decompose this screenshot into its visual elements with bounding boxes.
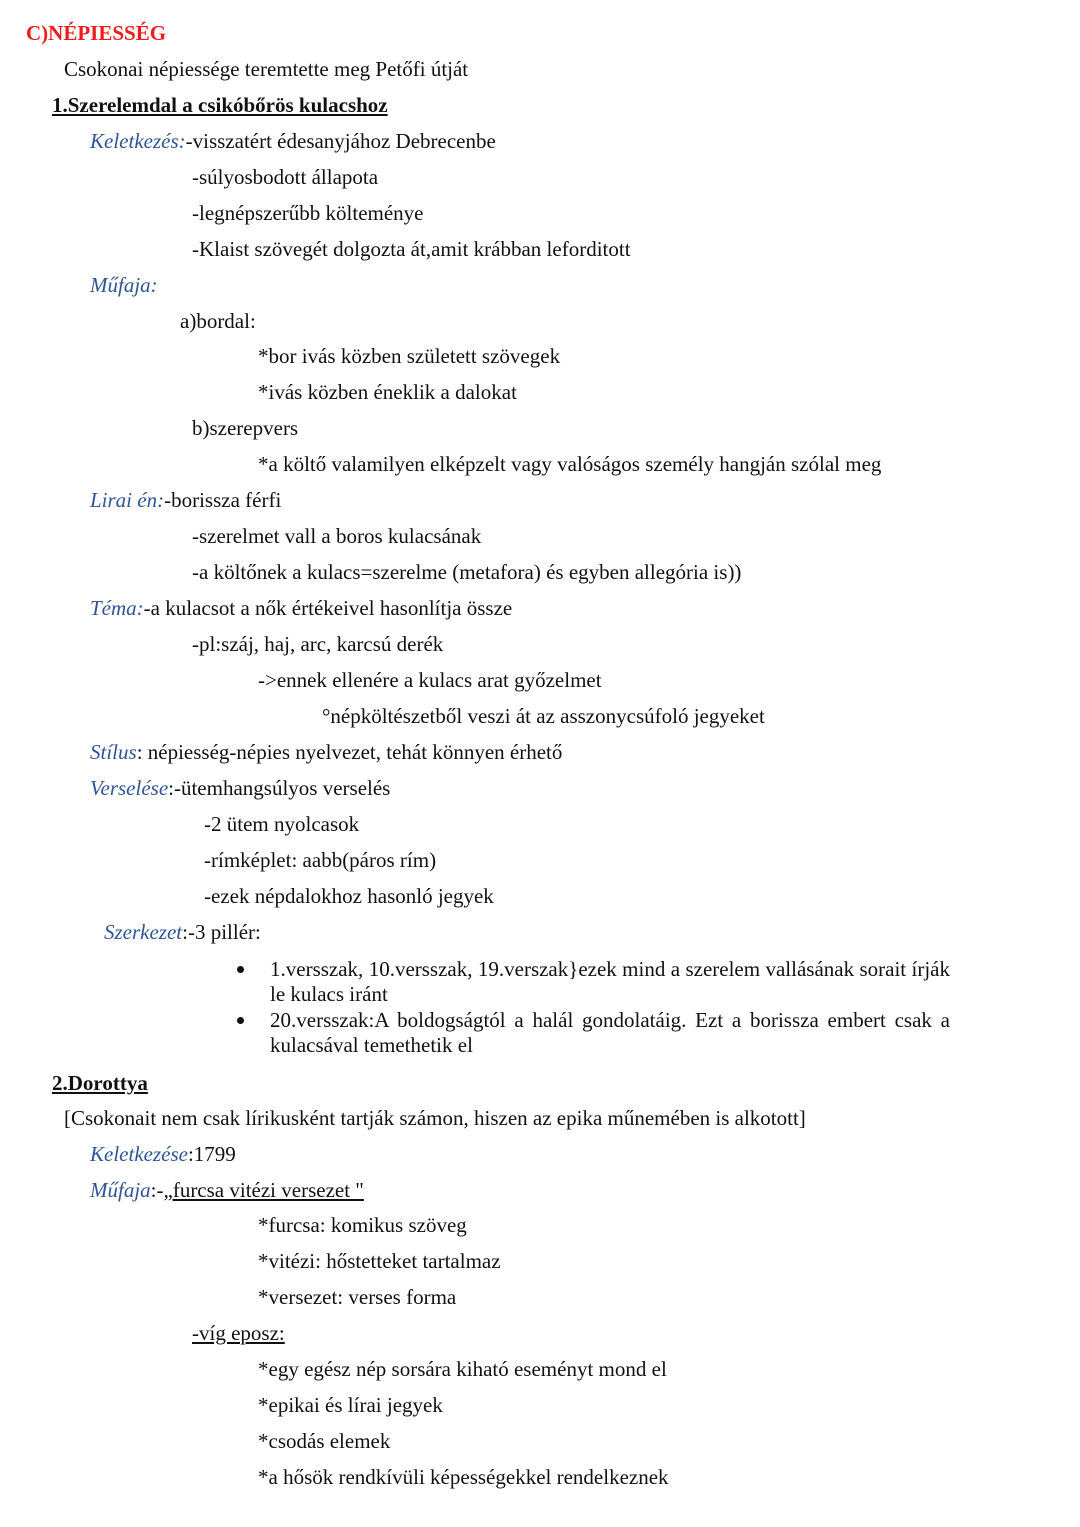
bordal-item: *bor ivás közben született szövegek (258, 344, 561, 368)
bullet-dot-icon (237, 1017, 244, 1024)
bullet-dot-icon (237, 966, 244, 973)
lirai-item: -a költőnek a kulacs=szerelme (metafora) és egyben allegória is)) (192, 560, 742, 584)
keletkezes-item: -legnépszerűbb költeménye (192, 201, 424, 225)
szerkezet-row (104, 919, 261, 945)
bordal-item: *ivás közben éneklik a dalokat (258, 380, 517, 404)
poem1-heading: 1.Szerelemdal a csikóbőrös kulacshoz (52, 93, 388, 117)
mufaja-item: *furcsa: komikus szöveg (258, 1213, 467, 1237)
lirai-item: -szerelmet vall a boros kulacsának (192, 524, 482, 548)
keletkezes-item: -súlyosbodott állapota (192, 165, 379, 189)
verselese-item: -ezek népdalokhoz hasonló jegyek (204, 884, 494, 908)
vig-item: *epikai és lírai jegyek (258, 1393, 443, 1417)
verselese-item: -rímképlet: aabb(páros rím) (204, 848, 437, 872)
mufaja-item: *versezet: verses forma (258, 1285, 457, 1309)
vig-item: *a hősök rendkívüli képességekkel rendelkeznek (258, 1465, 669, 1489)
szerkezet-text: :-3 pillér: (182, 920, 261, 944)
tema-label: Téma: (90, 596, 144, 620)
mufaja-label: Műfaja: (90, 273, 158, 297)
stilus-row (90, 739, 562, 765)
poem2-mufaja-row (90, 1177, 364, 1203)
vig-eposz-label: -víg eposz: (192, 1321, 285, 1345)
szerepvers-label: b)szerepvers (192, 416, 299, 440)
verselese-label: Verselése (90, 776, 169, 800)
list-item: 20.versszak:A boldogságtól a halál gondolatáig. Ezt a borissza embert csak a kulacsával temethetik el (270, 1008, 950, 1057)
lirai-label: Lirai én: (90, 488, 165, 512)
poem2-heading: 2.Dorottya (52, 1071, 148, 1095)
vig-item: *egy egész nép sorsára kiható eseményt mond el (258, 1357, 667, 1381)
keletkezes-label: Keletkezés: (90, 129, 186, 153)
verselese-row (90, 775, 390, 801)
lirai-item: -borissza férfi (164, 488, 282, 512)
intro-text: Csokonai népiessége teremtette meg Petőfi útját (64, 57, 469, 81)
lirai-row (90, 487, 281, 513)
tema-item: -a kulacsot a nők értékeivel hasonlítja össze (143, 596, 513, 620)
szerepvers-item: *a költő valamilyen elképzelt vagy valóságos személy hangján szólal meg (258, 452, 882, 476)
keletkezes-item: -Klaist szövegét dolgozta át,amit krábban leforditott (192, 237, 631, 261)
vig-item: *csodás elemek (258, 1429, 391, 1453)
list-item: 1.versszak, 10.versszak, 19.verszak}ezek mind a szerelem vallásának sorait írják le kulacs iránt (270, 957, 950, 1006)
tema-item: ->ennek ellenére a kulacs arat győzelmet (258, 668, 602, 692)
poem2-mufaja-prefix: :- (150, 1178, 164, 1202)
tema-item: °népköltészetből veszi át az asszonycsúfoló jegyeket (322, 704, 765, 728)
stilus-text: : népiesség-népies nyelvezet, tehát könnyen érhető (136, 740, 563, 764)
tema-row (90, 595, 512, 621)
verselese-item: :-ütemhangsúlyos verselés (168, 776, 391, 800)
section-title: C)NÉPIESSÉG (26, 21, 167, 45)
mufaja-item: *vitézi: hőstetteket tartalmaz (258, 1249, 501, 1273)
keletkezes-row (90, 128, 496, 154)
keletkezese-label: Keletkezése (90, 1142, 188, 1166)
bordal-label: a)bordal: (180, 309, 256, 333)
poem2-mufaja-label: Műfaja (90, 1178, 151, 1202)
verselese-item: -2 ütem nyolcasok (204, 812, 360, 836)
poem2-mufaja-title: „furcsa vitézi versezet " (163, 1178, 364, 1202)
keletkezes-item: -visszatért édesanyjához Debrecenbe (185, 129, 496, 153)
stilus-label: Stílus (90, 740, 137, 764)
keletkezese-row (90, 1141, 236, 1167)
tema-item: -pl:száj, haj, arc, karcsú derék (192, 632, 444, 656)
keletkezese-text: :1799 (187, 1142, 236, 1166)
szerkezet-label: Szerkezet (104, 920, 183, 944)
poem2-note: [Csokonait nem csak lírikusként tartják számon, hiszen az epika műnemében is alkotott] (64, 1106, 806, 1130)
